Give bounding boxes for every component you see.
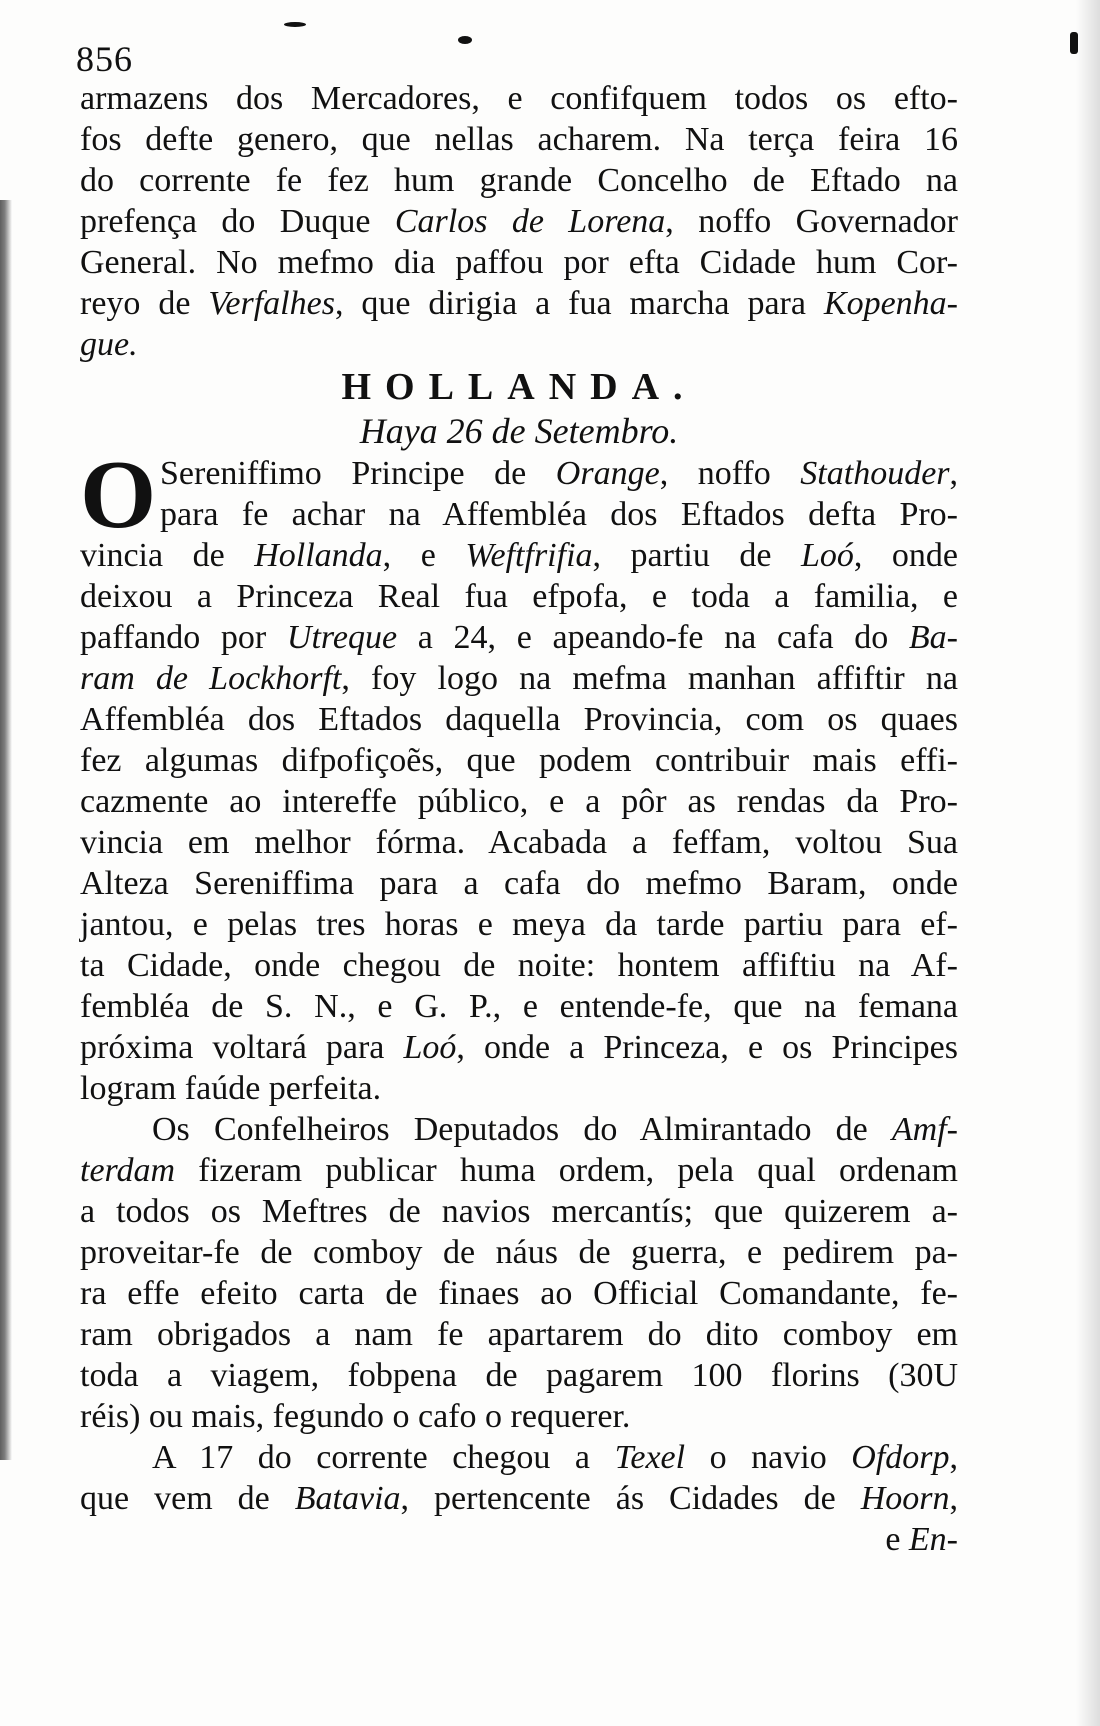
italic-text: Orange	[555, 455, 660, 492]
italic-text: Hollanda	[254, 537, 383, 574]
article-text	[80, 78, 958, 1560]
text-line: Os Confelheiros Deputados do Almirantado de Amf-	[152, 1111, 958, 1148]
text-line: deixou a Princeza Real fua efpofa, e toda a familia, e	[80, 578, 958, 615]
paragraph-3	[80, 1437, 958, 1519]
text-line: vincia em melhor fórma. Acabada a feffam, voltou Sua	[80, 824, 958, 861]
text-line: A 17 do corrente chegou a Texel o navio Ofdorp,	[152, 1439, 958, 1476]
text-line: logram faúde perfeita.	[80, 1070, 382, 1107]
text-line: terdam fizeram publicar huma ordem, pela qual ordenam	[80, 1152, 958, 1189]
paragraph-1-lines	[80, 441, 959, 1109]
ink-spot	[458, 36, 472, 44]
section-heading: HOLLANDA.	[341, 366, 697, 408]
text-line: Affembléa dos Eftados daquella Provincia, com os quaes	[80, 701, 958, 738]
text-line: ra effe efeito carta de finaes ao Official Comandante, fe-	[80, 1275, 958, 1312]
text-line: reyo de Verfalhes, que dirigia a fua marcha para Kopenha-	[80, 285, 958, 322]
text-line: do corrente fe fez hum grande Concelho de Eftado na	[80, 162, 958, 199]
text-line: Alteza Sereniffima para a cafa do mefmo Baram, onde	[80, 865, 958, 902]
italic-text: Texel	[614, 1439, 686, 1476]
text-line: prefença do Duque Carlos de Lorena, noffo Governador	[80, 203, 958, 240]
ink-spot	[284, 22, 306, 27]
text-line: ta Cidade, onde chegou de noite: hontem affiftiu na Af-	[80, 947, 958, 984]
italic-text: Batavia	[294, 1480, 401, 1517]
ink-spot	[1070, 32, 1078, 54]
text-line: General. No mefmo dia paffou por efta Cidade hum Cor-	[80, 244, 958, 281]
intro-paragraph	[80, 78, 958, 365]
text-line: paffando por Utreque a 24, e apeando-fe na cafa do Ba-	[80, 619, 958, 656]
text-line: jantou, e pelas tres horas e meya da tarde partiu para ef-	[80, 906, 958, 943]
scan-edge-shadow	[0, 200, 12, 1460]
paragraph-1	[80, 441, 959, 1109]
italic-text: Carlos de Lorena	[394, 203, 666, 240]
text-line: próxima voltará para Loó, onde a Princeza, e os Principes	[80, 1029, 958, 1066]
italic-text: Stathouder	[800, 455, 950, 492]
text-line: fembléa de S. N., e G. P., e entende-fe, que na femana	[80, 988, 958, 1025]
italic-text: terdam	[80, 1152, 176, 1189]
text-line: ram de Lockhorft, foy logo na mefma manhan affiftir na	[80, 660, 958, 697]
drop-cap: O	[80, 441, 157, 549]
text-line: ram obrigados a nam fe apartarem do dito comboy em	[80, 1316, 958, 1353]
italic-text: Ofdorp	[851, 1439, 950, 1476]
italic-text: Utreque	[286, 619, 398, 656]
italic-text: Verfalhes	[208, 285, 335, 322]
italic-text: ram de Lockhorft	[80, 660, 342, 697]
italic-text: gue.	[80, 326, 138, 363]
dateline: Haya 26 de Setembro.	[359, 411, 679, 451]
italic-text: Kopenha-	[823, 285, 958, 322]
text-line: toda a viagem, fobpena de pagarem 100 florins (30U	[80, 1357, 958, 1394]
page-number: 856	[76, 39, 133, 79]
text-line: proveitar-fe de comboy de náus de guerra, e pedirem pa-	[80, 1234, 958, 1271]
italic-text: En-	[908, 1521, 958, 1558]
text-line	[80, 324, 958, 365]
text-line: armazens dos Mercadores, e confifquem todos os efto-	[80, 80, 958, 117]
italic-text: Loó	[403, 1029, 457, 1066]
scan-edge-fade	[1076, 0, 1100, 1726]
italic-text: Hoorn	[860, 1480, 950, 1517]
italic-text: Loó	[800, 537, 854, 574]
text-line: cazmente ao intereffe público, e a pôr as rendas da Pro-	[80, 783, 958, 820]
text-line: fez algumas difpofiçoẽs, que podem contribuir mais effi-	[80, 742, 958, 779]
text-line: Sereniffimo Principe de Orange, noffo Stathouder,	[160, 455, 959, 492]
text-line: a todos os Meftres de navios mercantís; que quizerem a-	[80, 1193, 958, 1230]
paragraph-2	[80, 1109, 958, 1437]
text-line: vincia de Hollanda, e Weftfrifia, partiu de Loó, onde	[80, 537, 959, 574]
text-line: que vem de Batavia, pertencente ás Cidades de Hoorn,	[80, 1480, 959, 1517]
catchword: e En-	[885, 1521, 958, 1558]
text-line: fos defte genero, que nellas acharem. Na terça feira 16	[80, 121, 958, 158]
text-line: para fe achar na Affembléa dos Eftados defta Pro-	[160, 496, 958, 533]
text-line: réis) ou mais, fegundo o cafo o requerer.	[80, 1398, 631, 1435]
italic-text: Weftfrifia	[465, 537, 593, 574]
italic-text: Ba-	[908, 619, 958, 656]
italic-text: Amf-	[891, 1111, 958, 1148]
